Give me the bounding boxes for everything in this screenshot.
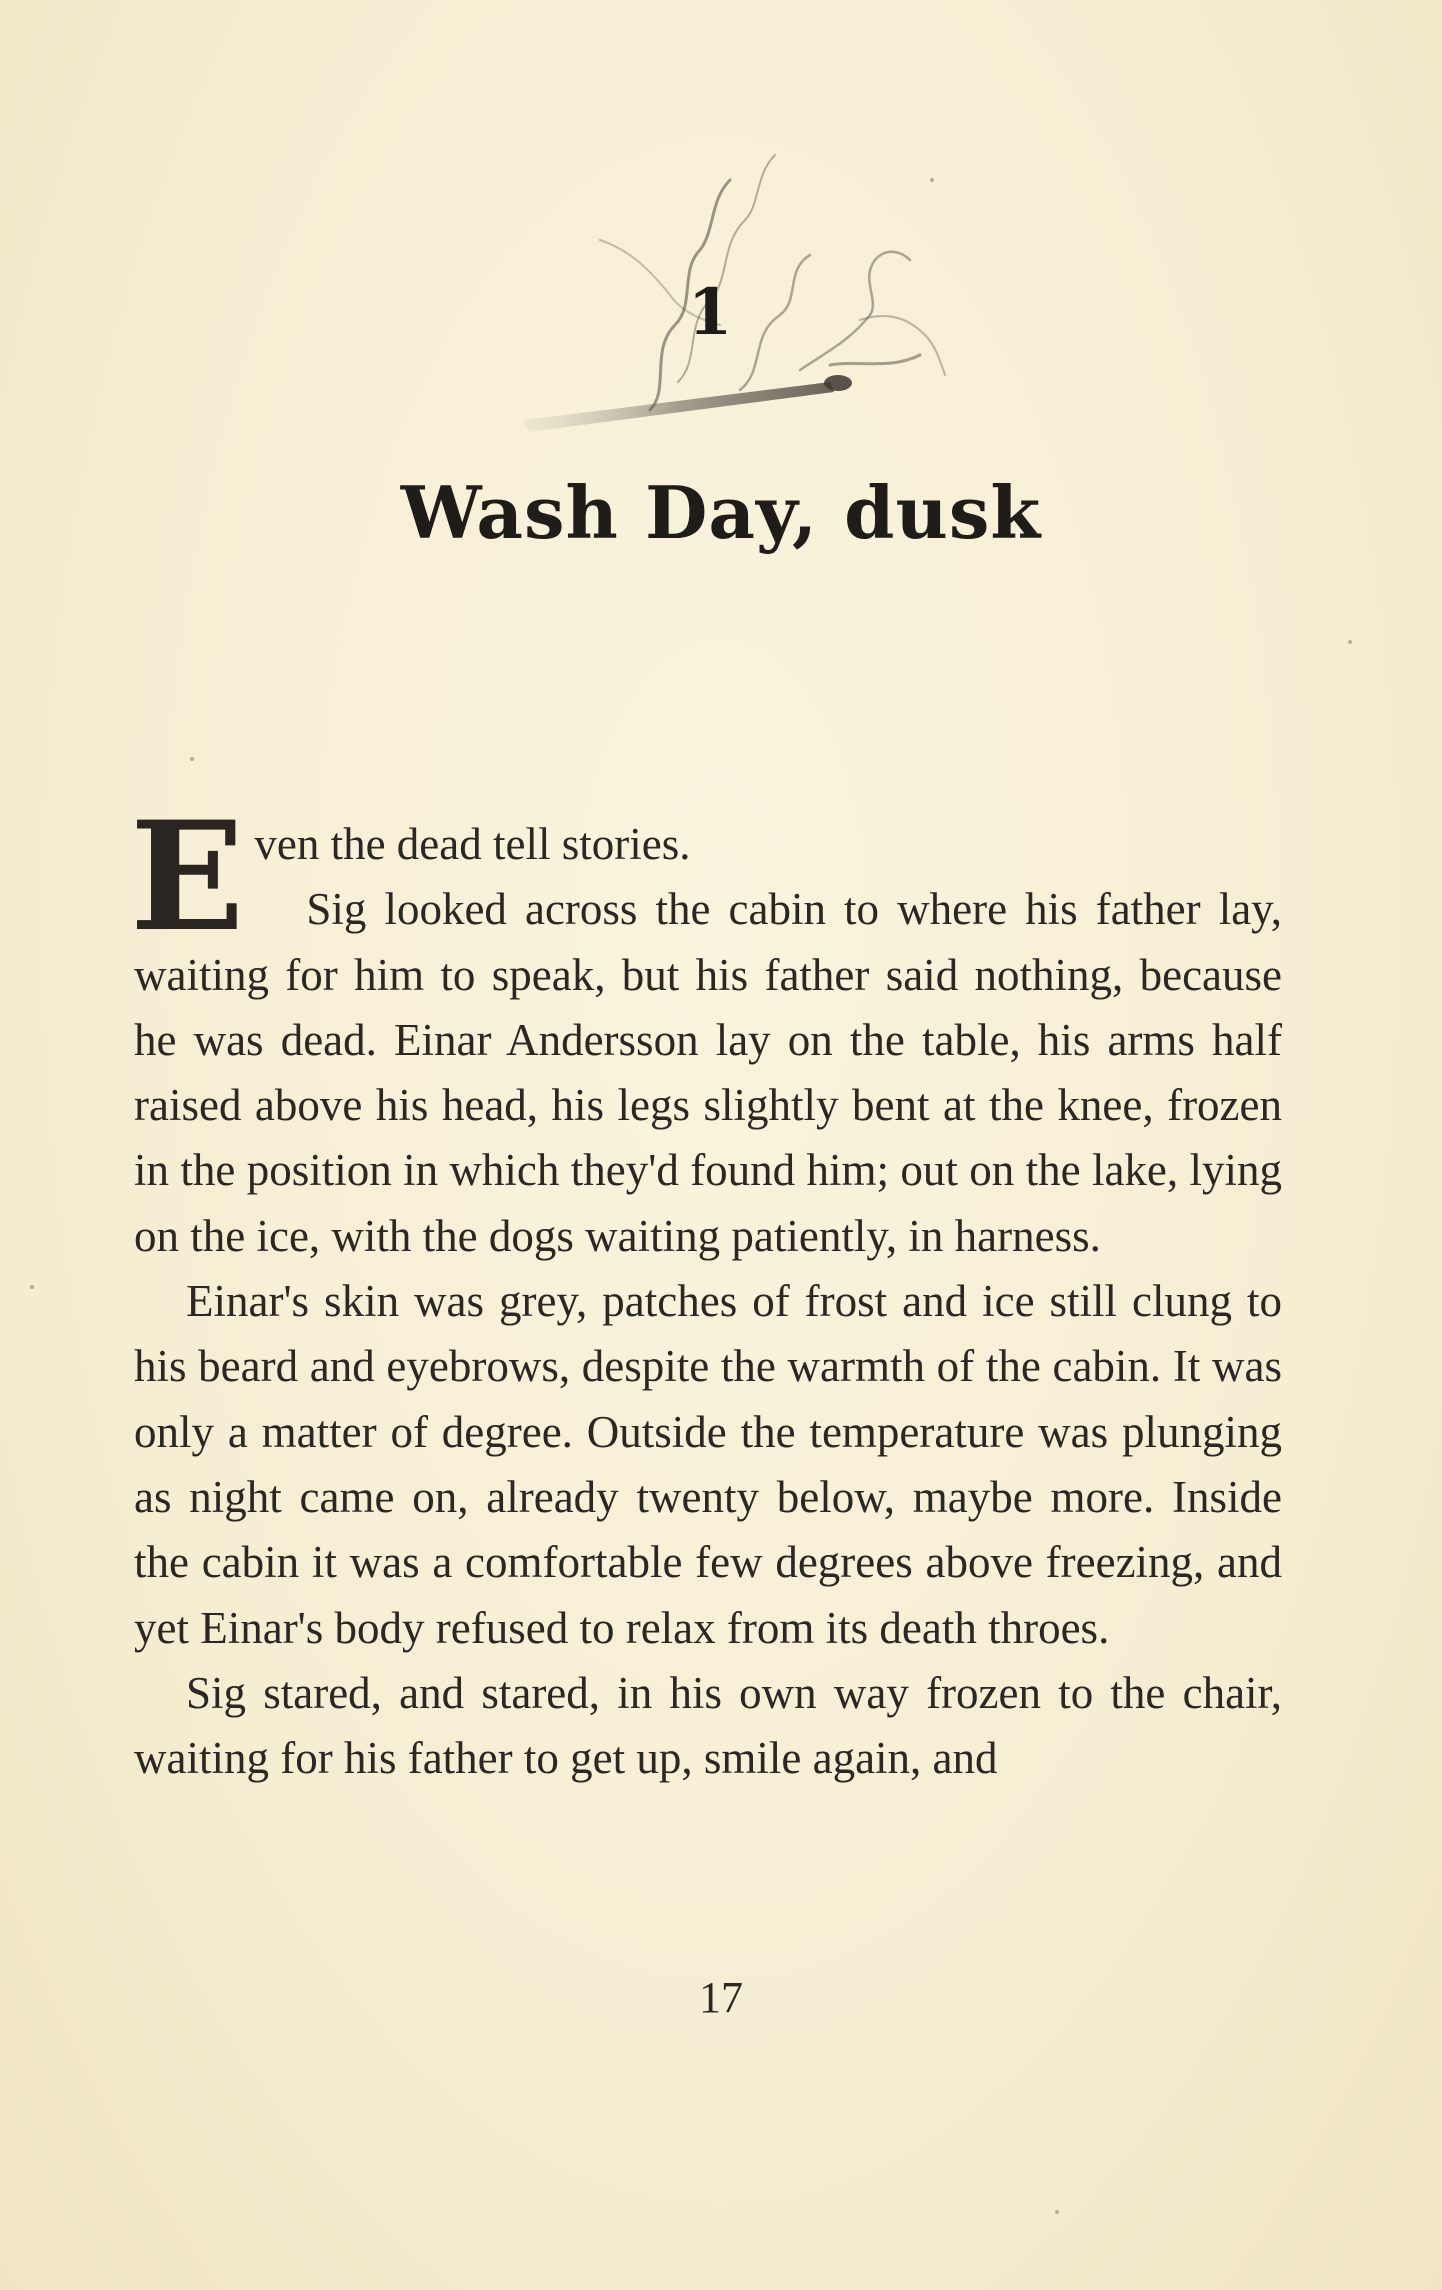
paragraph-1	[130, 789, 1282, 965]
paragraph-3: Einar's skin was grey, patches of frost and ice still clung to his beard and eyebrows, despite the warmth of the cabin. It was only a matter of degree. Outside the temperature was plunging as night came on, already twenty below, maybe more. Inside the cabin it was a comfortable few degrees above freezing, and yet Einar's body refused to relax from its death throes.	[134, 1276, 1282, 1653]
match-head	[824, 375, 852, 391]
paragraph-4: Sig stared, and stared, in his own way frozen to the chair, waiting for his father to get up, smile again, and	[134, 1667, 1282, 1784]
drop-cap: E	[130, 789, 245, 965]
paragraph-1-text: ven the dead tell stories.	[254, 819, 691, 869]
match-stick	[524, 382, 834, 432]
paper-speck	[30, 1285, 34, 1289]
page-number: 17	[699, 1973, 743, 2022]
paragraph-2: Sig looked across the cabin to where his father lay, waiting for him to speak, but his father said nothing, because he was dead. Einar Andersson lay on the table, his arms half raised above his head, his legs slightly bent at the knee, frozen in the position in which they'd found him; out on the lake, lying on the ice, with the dogs waiting patiently, in harness.	[134, 884, 1282, 1261]
chapter-title: Wash Day, dusk	[400, 470, 1042, 555]
paper-speck	[190, 757, 194, 761]
smoke-wisps	[600, 155, 945, 410]
chapter-number: 1	[687, 275, 733, 350]
paper-speck	[1348, 640, 1352, 644]
paper-speck	[1055, 2210, 1059, 2214]
smoking-match-illustration	[500, 120, 1020, 450]
paper-speck	[930, 178, 934, 182]
body-text	[130, 789, 1282, 1791]
